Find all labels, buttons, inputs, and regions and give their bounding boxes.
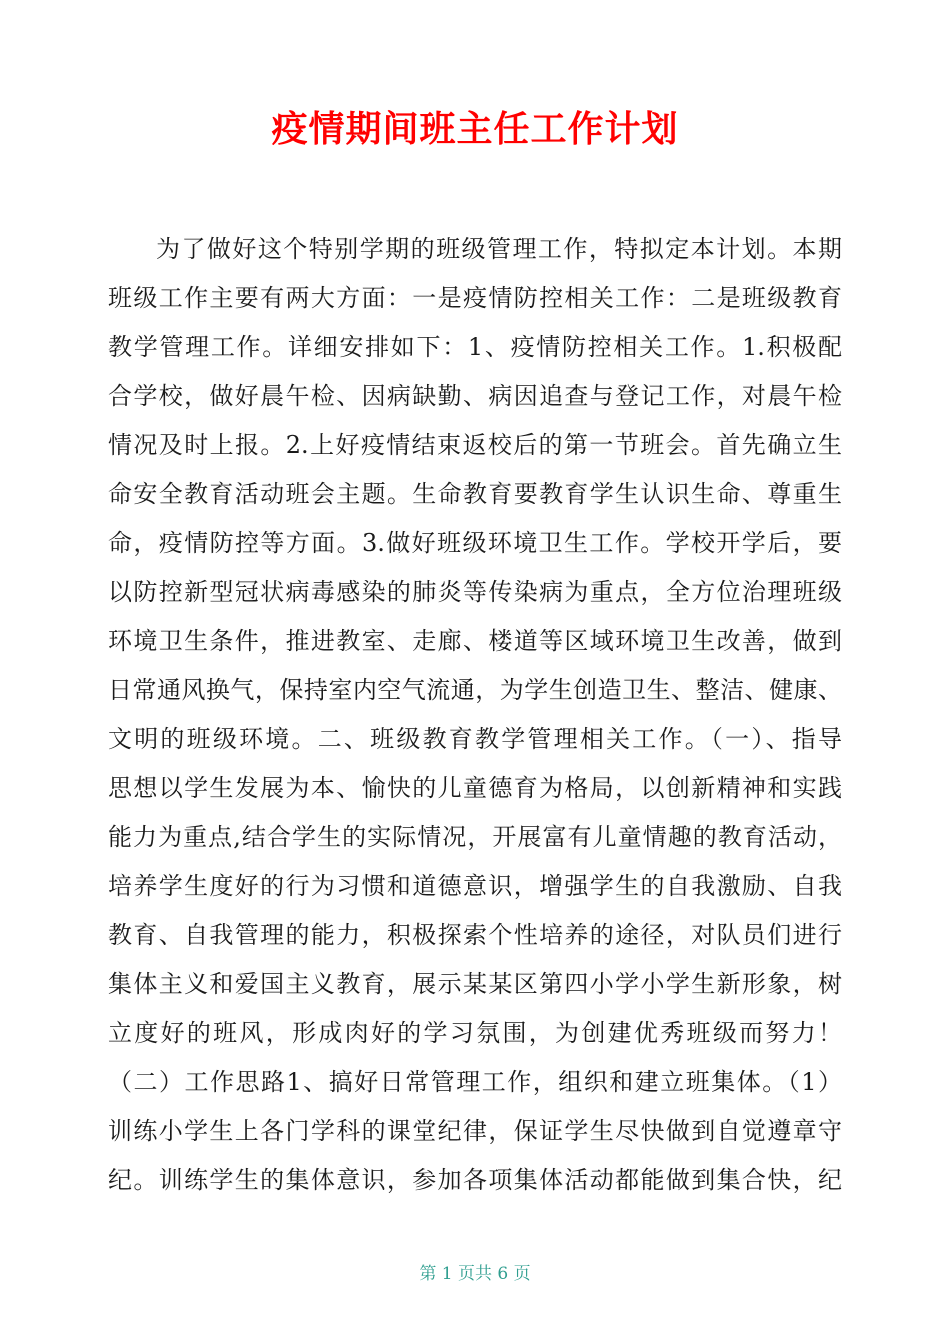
body-line: 环境卫生条件，推进教室、走廊、楼道等区域环境卫生改善，做到: [108, 627, 842, 655]
body-line: （二）工作思路1、搞好日常管理工作，组织和建立班集体。（1）: [108, 1068, 842, 1096]
body-line: 培养学生度好的行为习惯和道德意识，增强学生的自我激励、自我: [108, 872, 842, 900]
body-line: 情况及时上报。2.上好疫情结束返校后的第一节班会。首先确立生: [108, 431, 842, 459]
body-line: 思想以学生发展为本、愉快的儿童德育为格局，以创新精神和实践: [108, 774, 842, 802]
body-line: 能力为重点,结合学生的实际情况，开展富有儿童情趣的教育活动，: [108, 823, 842, 851]
body-line: 合学校，做好晨午检、因病缺勤、病因追查与登记工作，对晨午检: [108, 382, 842, 410]
body-line: 为了做好这个特别学期的班级管理工作，特拟定本计划。本期: [156, 235, 842, 263]
body-line: 教育、自我管理的能力，积极探索个性培养的途径，对队员们进行: [108, 921, 842, 949]
body-line: 教学管理工作。详细安排如下：1、疫情防控相关工作。1.积极配: [108, 333, 842, 361]
body-line: 以防控新型冠状病毒感染的肺炎等传染病为重点，全方位治理班级: [108, 578, 842, 606]
page-number-footer: 第 1 页共 6 页: [419, 1264, 531, 1284]
body-line: 纪。训练学生的集体意识，参加各项集体活动都能做到集合快，纪: [108, 1166, 842, 1194]
document-title: 疫情期间班主任工作计划: [271, 109, 679, 150]
body-line: 日常通风换气，保持室内空气流通，为学生创造卫生、整洁、健康、: [108, 676, 842, 704]
body-line: 命安全教育活动班会主题。生命教育要教育学生认识生命、尊重生: [108, 480, 842, 508]
body-line: 命，疫情防控等方面。3.做好班级环境卫生工作。学校开学后，要: [108, 529, 842, 557]
body-line: 集体主义和爱国主义教育，展示某某区第四小学小学生新形象，树: [108, 970, 842, 998]
body-line: 训练小学生上各门学科的课堂纪律，保证学生尽快做到自觉遵章守: [108, 1117, 842, 1145]
document-body: [108, 225, 842, 1205]
body-line: 立度好的班风，形成肉好的学习氛围，为创建优秀班级而努力！: [108, 1019, 842, 1047]
body-line: 班级工作主要有两大方面：一是疫情防控相关工作：二是班级教育: [108, 284, 842, 312]
body-line: 文明的班级环境。二、班级教育教学管理相关工作。（一）、指导: [108, 725, 842, 753]
